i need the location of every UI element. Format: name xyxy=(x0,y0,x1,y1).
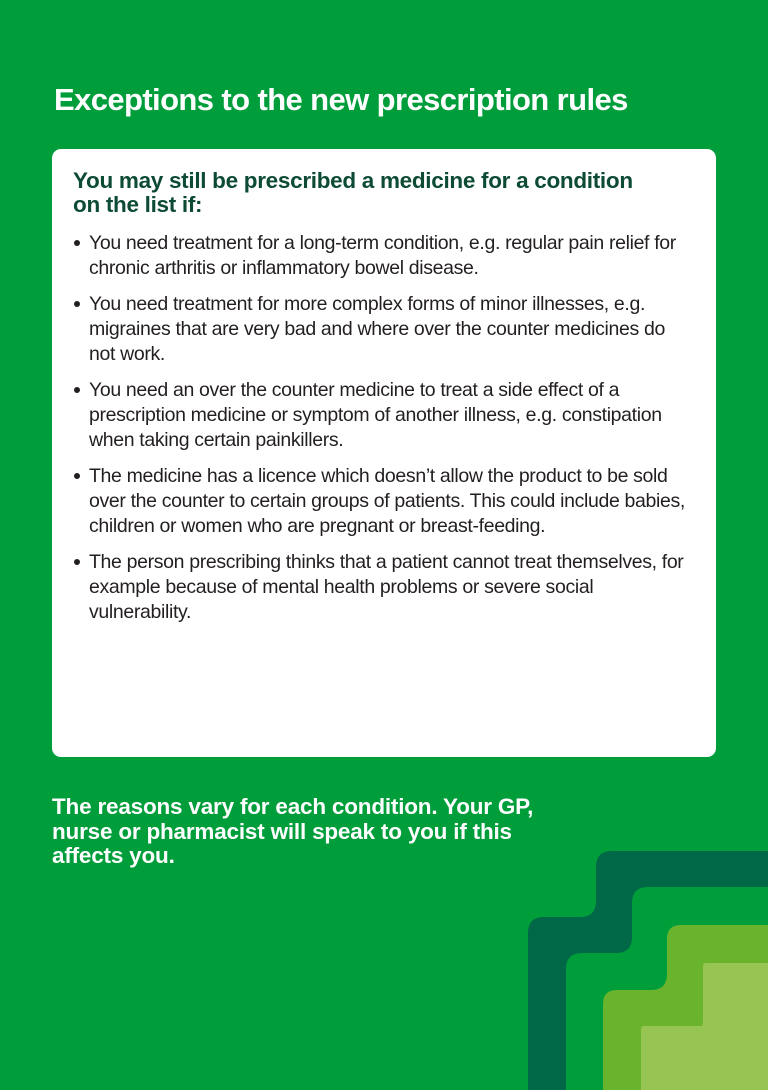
step-band-light xyxy=(603,925,768,1090)
list-item-text: The person prescribing thinks that a patient cannot treat themselves, for example because of mental health problems or severe social vulnerability. xyxy=(89,551,684,623)
exceptions-list xyxy=(73,231,692,625)
list-item xyxy=(73,231,692,281)
page-title: Exceptions to the new prescription rules xyxy=(54,82,628,117)
list-item xyxy=(73,292,692,367)
list-item xyxy=(73,464,692,539)
exceptions-card xyxy=(52,149,716,757)
list-item xyxy=(73,550,692,625)
step-band-dark xyxy=(528,851,768,1090)
card-heading: You may still be prescribed a medicine for a condition on the list if: xyxy=(73,168,633,217)
list-item xyxy=(73,378,692,453)
bullet-icon xyxy=(74,559,80,565)
bullet-icon xyxy=(74,387,80,393)
footer-note: The reasons vary for each condition. Your GP, nurse or pharmacist will speak to you if this affects you. xyxy=(52,794,534,868)
list-item-text: The medicine has a licence which doesn’t allow the product to be sold over the counter to certain groups of patients. This could include babies, children or women who are pregnant or breast-feeding. xyxy=(89,465,685,537)
list-item-text: You need treatment for a long-term condition, e.g. regular pain relief for chronic arthritis or inflammatory bowel disease. xyxy=(89,232,676,279)
list-item-text: You need treatment for more complex forms of minor illnesses, e.g. migraines that are very bad and where over the counter medicines do not work. xyxy=(89,293,665,365)
step-band-pale xyxy=(641,963,768,1090)
step-band-mid xyxy=(566,887,768,1090)
bullet-icon xyxy=(74,473,80,479)
bullet-icon xyxy=(74,240,80,246)
bullet-icon xyxy=(74,301,80,307)
list-item-text: You need an over the counter medicine to treat a side effect of a prescription medicine or symptom of another illness, e.g. constipation when taking certain painkillers. xyxy=(89,379,662,451)
